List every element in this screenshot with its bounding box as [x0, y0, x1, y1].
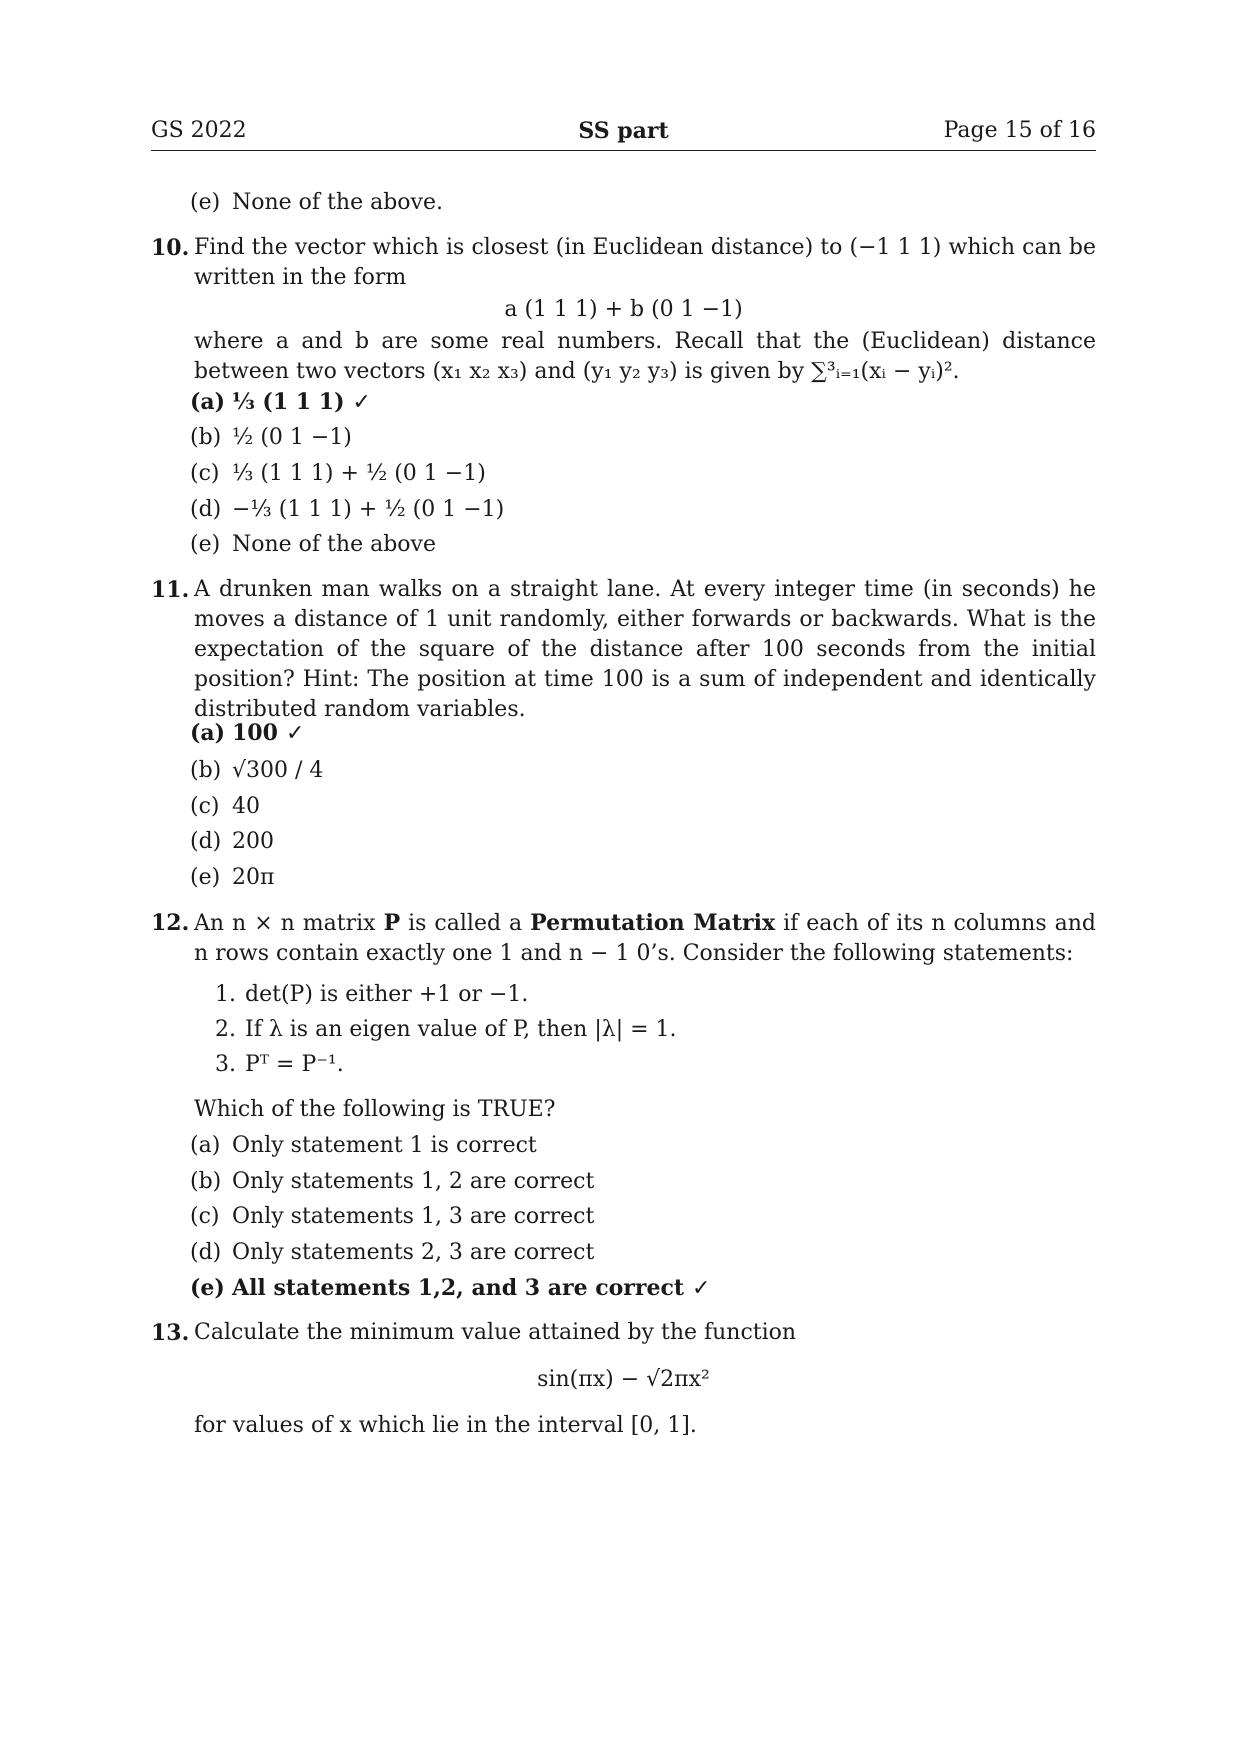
option-text: Only statements 1, 3 are correct: [232, 1204, 595, 1229]
option-label: (d): [190, 497, 222, 522]
option-text: ⅓ (1 1 1) + ½ (0 1 −1): [232, 461, 486, 486]
statement-3: [215, 1050, 344, 1080]
option-text: √300 / 4: [232, 758, 324, 783]
statement-1: [215, 980, 528, 1010]
q10-option-a: [190, 387, 371, 418]
option-text: All statements 1,2, and 3 are correct: [232, 1275, 685, 1301]
q11-option-e: [190, 863, 274, 893]
check-icon: ✓: [352, 390, 371, 415]
q11-option-d: [190, 827, 274, 857]
option-label: (a): [190, 389, 226, 415]
matrix-symbol: P: [383, 910, 401, 936]
q10-option-e: [190, 530, 436, 560]
option-text: Only statement 1 is correct: [232, 1133, 537, 1158]
header-exam-label: GS 2022: [151, 118, 247, 143]
option-label: (e): [190, 865, 221, 890]
question-number: 13.: [151, 1320, 190, 1346]
check-icon: ✓: [692, 1276, 711, 1301]
question-text: A drunken man walks on a straight lane. At every integer time (in seconds) he moves a distance of 1 unit randomly, either forwards or backwards. What is the expectation of the square of the distance after 100 seconds from the initial position? Hint: The position at time 100 is a sum of independent and identically distributed random variables.: [194, 577, 1096, 722]
prev-option-e: [190, 188, 443, 218]
q10-option-b: [190, 423, 352, 453]
option-label: (e): [190, 532, 221, 557]
question-number: 12.: [151, 910, 190, 936]
text-run: An n × n matrix: [194, 911, 384, 936]
question-10: [151, 233, 1096, 387]
question-text-continued: where a and b are some real numbers. Recall that the (Euclidean) distance between two vectors (x₁ x₂ x₃) and (y₁ y₂ y₃) is given by ∑³ᵢ₌₁(xᵢ − yᵢ)².: [194, 329, 1096, 384]
option-label: (d): [190, 1240, 222, 1265]
text-run: if each of its n columns and n rows contain exactly one 1 and n − 1 0’s. Consider the following statements:: [194, 911, 1097, 966]
option-label: (b): [190, 758, 222, 783]
q12-option-a: [190, 1131, 537, 1161]
option-text: ⅓ (1 1 1): [232, 389, 345, 415]
option-text: 20π: [232, 865, 275, 890]
option-label: (c): [190, 461, 220, 486]
question-13: [151, 1318, 1096, 1348]
display-equation: sin(πx) − √2πx²: [537, 1367, 710, 1392]
statement-label: 1.: [215, 982, 236, 1007]
option-label: (e): [190, 190, 221, 215]
q12-prompt: Which of the following is TRUE?: [194, 1097, 556, 1122]
question-number: 11.: [151, 577, 190, 603]
q12-option-d: [190, 1238, 594, 1268]
option-text: 40: [232, 794, 260, 819]
header-section-title: SS part: [578, 118, 669, 144]
option-label: (e): [190, 1275, 225, 1301]
option-text: 100: [232, 720, 278, 746]
question-text: [194, 908, 1096, 969]
option-label: (a): [190, 720, 226, 746]
term-emphasis: Permutation Matrix: [530, 910, 776, 936]
statement-2: [215, 1015, 677, 1045]
option-text: None of the above.: [232, 190, 443, 215]
option-text: 200: [232, 829, 274, 854]
statement-text: det(P) is either +1 or −1.: [245, 982, 529, 1007]
option-label: (d): [190, 829, 222, 854]
q13-text-after: for values of x which lie in the interval [0, 1].: [194, 1413, 697, 1438]
q11-option-c: [190, 792, 260, 822]
q13-display-equation: [151, 1363, 1096, 1397]
statement-text: Pᵀ = P⁻¹.: [245, 1052, 344, 1077]
question-text: Calculate the minimum value attained by the function: [194, 1320, 797, 1345]
text-run: is called a: [400, 911, 531, 936]
question-number: 10.: [151, 235, 190, 261]
option-text: None of the above: [232, 532, 436, 557]
option-text: −⅓ (1 1 1) + ½ (0 1 −1): [232, 497, 505, 522]
option-text: ½ (0 1 −1): [232, 425, 352, 450]
page-header: [151, 116, 1096, 151]
q10-option-d: [190, 495, 504, 525]
option-label: (c): [190, 794, 220, 819]
display-equation: a (1 1 1) + b (0 1 −1): [504, 297, 743, 322]
option-text: Only statements 2, 3 are correct: [232, 1240, 595, 1265]
q12-option-c: [190, 1202, 594, 1232]
q10-option-c: [190, 459, 486, 489]
statement-label: 2.: [215, 1017, 236, 1042]
option-label: (a): [190, 1133, 221, 1158]
q12-option-e: [190, 1273, 710, 1304]
statement-text: If λ is an eigen value of P, then |λ| = 1.: [245, 1017, 677, 1042]
question-12: [151, 908, 1096, 969]
q12-option-b: [190, 1167, 594, 1197]
option-label: (b): [190, 425, 222, 450]
option-label: (b): [190, 1169, 222, 1194]
q11-option-a: [190, 718, 304, 749]
q11-option-b: [190, 756, 323, 786]
option-label: (c): [190, 1204, 220, 1229]
check-icon: ✓: [285, 721, 305, 746]
question-11: [151, 575, 1096, 725]
header-page-number: Page 15 of 16: [943, 118, 1096, 143]
question-text: Find the vector which is closest (in Euclidean distance) to (−1 1 1) which can be written in the form: [194, 235, 1096, 290]
statement-label: 3.: [215, 1052, 236, 1077]
option-text: Only statements 1, 2 are correct: [232, 1169, 595, 1194]
